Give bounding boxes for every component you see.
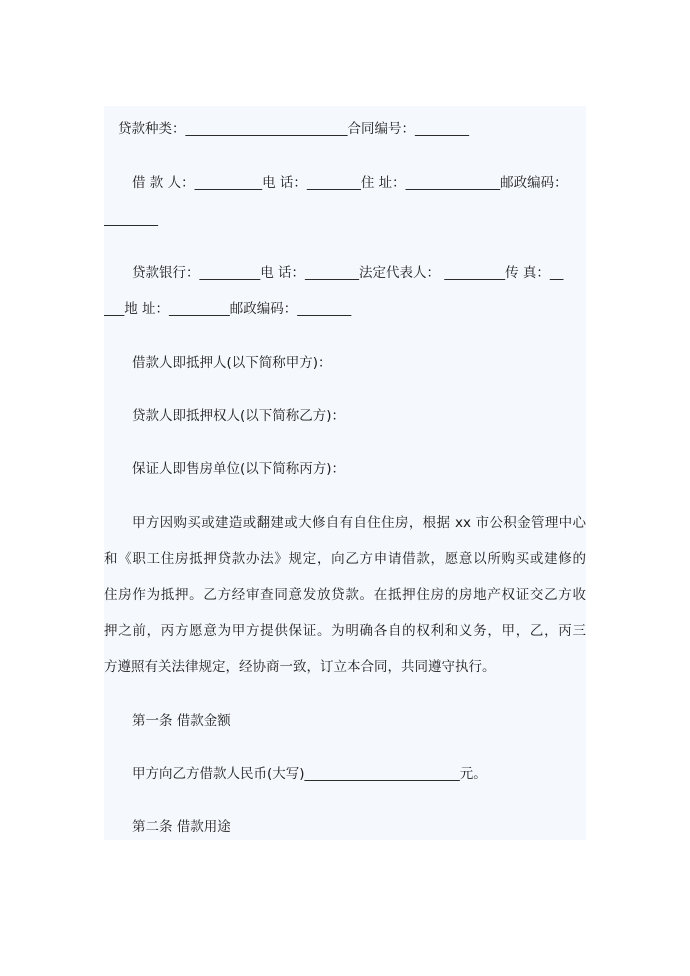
loan-type-line: 贷款种类：________________________合同编号：________ bbox=[118, 121, 469, 137]
article-1-text: 甲方向乙方借款人民币(大写)_______________________元。 bbox=[132, 766, 487, 782]
article-1-heading: 第一条 借款金额 bbox=[132, 713, 231, 729]
preamble-line-3: 住房作为抵押。乙方经审查同意发放贷款。在抵押住房的房地产权证交乙方收 bbox=[104, 587, 586, 603]
lender-bank-line: 贷款银行：_________电 话：________法定代表人： _________传 真：__ bbox=[132, 265, 564, 281]
party-a-line: 借款人即抵押人(以下简称甲方)： bbox=[132, 355, 332, 371]
preamble-line-5: 方遵照有关法律规定，经协商一致，订立本合同，共同遵守执行。 bbox=[104, 659, 496, 675]
party-c-line: 保证人即售房单位(以下简称丙方)： bbox=[132, 461, 346, 477]
preamble-line-1: 甲方因购买或建造或翻建或大修自有自住住房，根据 xx 市公积金管理中心 bbox=[132, 515, 586, 531]
preamble-line-2: 和《职工住房抵押贷款办法》规定，向乙方申请借款，愿意以所购买或建修的 bbox=[104, 551, 586, 567]
party-b-line: 贷款人即抵押权人(以下简称乙方)： bbox=[132, 408, 346, 424]
borrower-postcode-line: ________ bbox=[104, 211, 158, 227]
article-2-heading: 第二条 借款用途 bbox=[132, 819, 231, 835]
borrower-line: 借 款 人：__________电 话：________住 址：______________邮政编码： bbox=[132, 175, 568, 191]
preamble-line-4: 押之前，丙方愿意为甲方提供保证。为明确各自的权利和义务，甲，乙，丙三 bbox=[104, 623, 586, 639]
lender-address-line: ___地 址：_________邮政编码：________ bbox=[104, 301, 352, 317]
